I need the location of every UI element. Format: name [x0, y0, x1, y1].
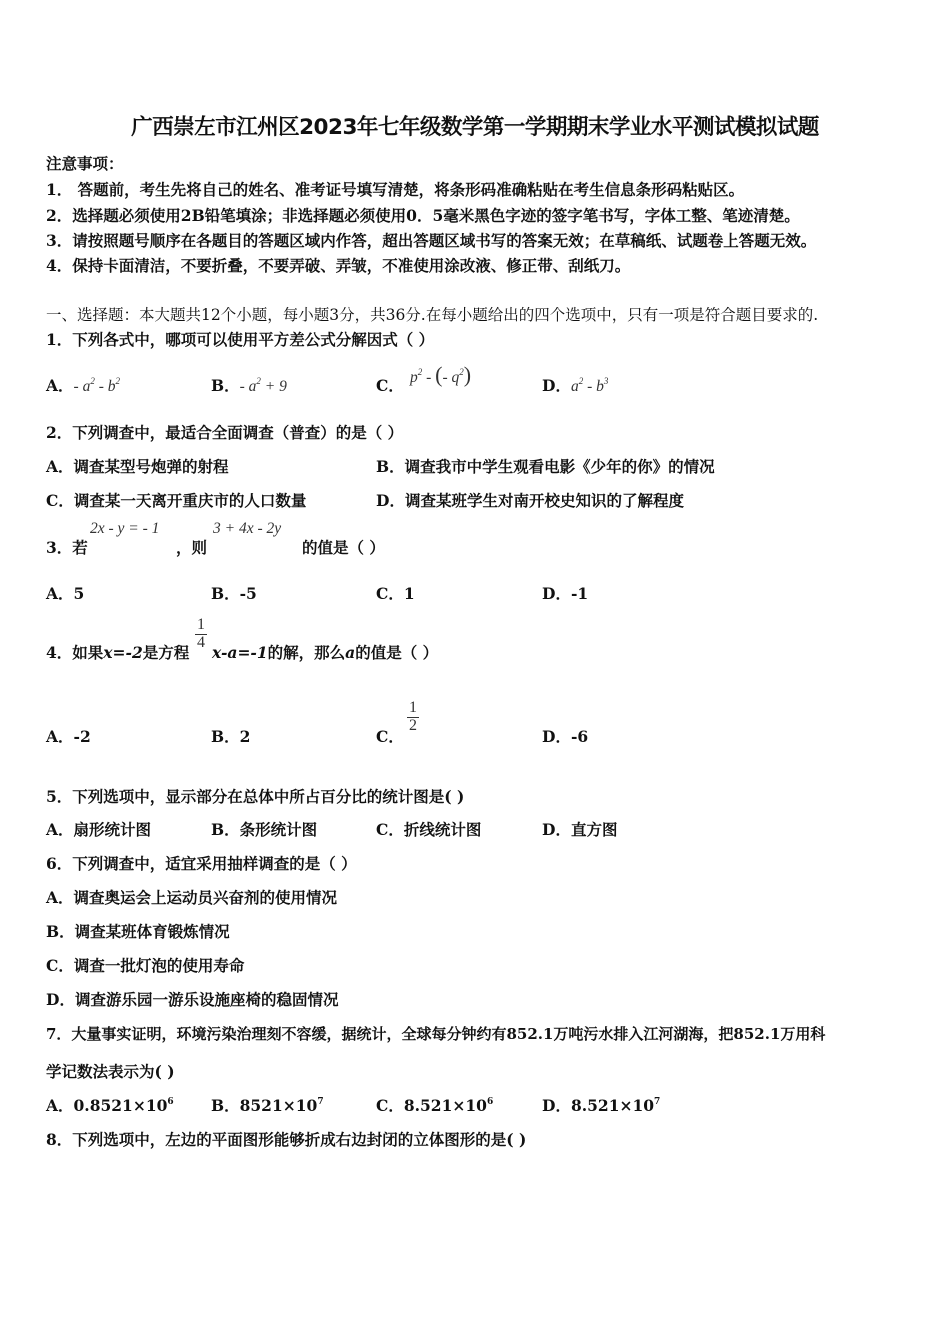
section-heading: 一、选择题：本大题共12个小题，每小题3分，共36分.在每小题给出的四个选项中，只有一项是符合题目要求的.: [46, 306, 819, 324]
q4-option-c-label: C．: [376, 727, 404, 746]
q2-option-a: A．调查某型号炮弹的射程: [46, 457, 229, 476]
q4-a-var: a: [345, 643, 356, 662]
q2-stem: 2．下列调查中，最适合全面调查（普查）的是（ ）: [46, 423, 404, 442]
q4-x-eq: x=-2: [103, 643, 143, 662]
q6-option-b: B．调查某班体育锻炼情况: [46, 922, 230, 941]
q1-label-a: A．: [46, 376, 74, 395]
q7-option-b: B．$8521\times 10^7$: [211, 1096, 324, 1115]
q4-line-tail: x-a=-1的解，那么a的值是（ ）: [212, 643, 439, 662]
q1-option-d: [542, 374, 608, 396]
q1-label-c: C．: [376, 376, 404, 395]
q7-option-a: A．$0.8521\times 10^6$: [46, 1096, 174, 1115]
q4-option-d: D．-6: [542, 727, 589, 746]
q1-option-c: [376, 374, 404, 396]
q3-suffix: 的值是（ ）: [302, 538, 385, 557]
q4-line: 4．如果x=-2是方程: [46, 643, 190, 662]
notice-item-4: 4．保持卡面清洁，不要折叠，不要弄破、弄皱，不准使用涂改液、修正带、刮纸刀。: [46, 256, 631, 275]
q1-a-expr: - $a^2 - b^2$: [73, 376, 120, 395]
notice-item-3: 3．请按照题号顺序在各题目的答题区域内作答，超出答题区域书写的答案无效；在草稿纸、试题卷上答题无效。: [46, 231, 817, 250]
q4-option-a: A．-2: [46, 727, 91, 746]
q6-option-d: D．调查游乐园一游乐设施座椅的稳固情况: [46, 990, 339, 1009]
q8-stem: 8．下列选项中，左边的平面图形能够折成右边封闭的立体图形的是( ): [46, 1130, 527, 1149]
q7-option-c: C．$8.521\times 10^6$: [376, 1096, 494, 1115]
q5-stem: 5．下列选项中，显示部分在总体中所占百分比的统计图是( ): [46, 787, 465, 806]
q4-option-b: B．2: [211, 727, 251, 746]
notice-heading: 注意事项：: [46, 154, 124, 173]
q1-c-expr: $p^2$ - (- $q^2$): [410, 362, 472, 387]
q1-d-expr: $a^2 - b^3$: [570, 376, 609, 395]
q2-option-c: C．调查某一天离开重庆市的人口数量: [46, 491, 307, 510]
q6-stem: 6．下列调查中，适宜采用抽样调查的是（ ）: [46, 854, 357, 873]
q5-option-d: D．直方图: [542, 820, 618, 839]
notice-item-2: 2．选择题必须使用2B铅笔填涂；非选择题必须使用0．5毫米黑色字迹的签字笔书写，字体工整、笔迹清楚。: [46, 206, 800, 225]
q1-stem: 1．下列各式中，哪项可以使用平方差公式分解因式（ ）: [46, 330, 435, 349]
q7-stem-line-1: 7．大量事实证明，环境污染治理刻不容缓，据统计，全球每分钟约有852.1万吨污水排入江河湖海，把852.1万用科: [46, 1025, 826, 1043]
q1-label-d: D．: [542, 376, 571, 395]
q3-prefix: 3．若: [46, 538, 88, 557]
q4-option-c-fraction: $\frac{1}{2}$: [409, 699, 417, 734]
q2-option-b: B．调查我市中学生观看电影《少年的你》的情况: [376, 457, 715, 476]
q2-option-d: D．调查某班学生对南开校史知识的了解程度: [376, 491, 684, 510]
q7-stem-line-2: 学记数法表示为( ): [46, 1062, 175, 1081]
q3-mid: ，则: [176, 538, 208, 557]
notice-item-1: 1． 答题前，考生先将自己的姓名、准考证号填写清楚，将条形码准确粘贴在考生信息条形码粘贴区。: [46, 180, 745, 199]
q1-b-expr: - $a^2 + 9$: [239, 376, 287, 395]
q5-option-a: A．扇形统计图: [46, 820, 152, 839]
q1-label-b: B．: [211, 376, 240, 395]
q1-option-a: [46, 374, 120, 396]
q3-equation-1: 2x - y = - 1: [90, 520, 160, 537]
q3-option-a: A．5: [46, 584, 85, 603]
q4-eq-tail: x-a=-1: [212, 643, 268, 662]
q3-option-b: B．-5: [211, 584, 257, 603]
q3-option-c: C．1: [376, 584, 415, 603]
q3-equation-2: 3 + 4x - 2y: [213, 520, 282, 537]
q6-option-c: C．调查一批灯泡的使用寿命: [46, 956, 245, 975]
q7-option-d: D．$8.521\times 10^7$: [542, 1096, 661, 1115]
q6-option-a: A．调查奥运会上运动员兴奋剂的使用情况: [46, 888, 338, 907]
q4-fraction: $\frac{1}{4}$: [197, 616, 205, 651]
q5-option-b: B．条形统计图: [211, 820, 318, 839]
q1-option-b: [211, 374, 287, 396]
page-title: 广西崇左市江州区2023年七年级数学第一学期期末学业水平测试模拟试题: [131, 115, 819, 140]
q3-option-d: D．-1: [542, 584, 589, 603]
q5-option-c: C．折线统计图: [376, 820, 482, 839]
